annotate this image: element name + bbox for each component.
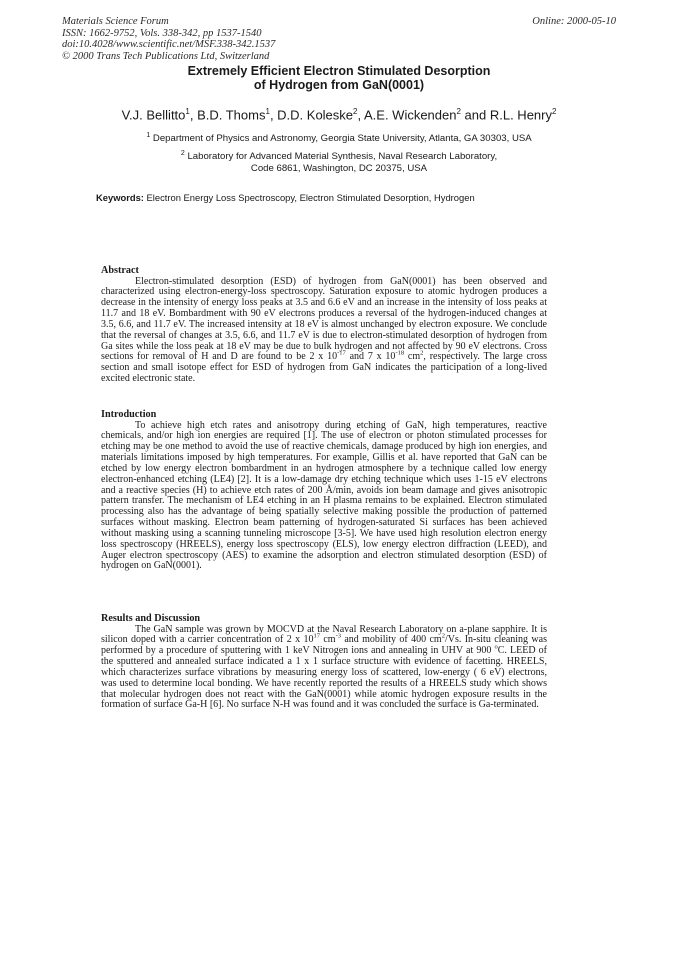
paper-title: [100, 64, 578, 92]
online-date: Online: 2000-05-10: [532, 16, 616, 27]
author-name: , B.D. Thoms: [189, 107, 266, 123]
affiliation-2: [80, 148, 598, 175]
author-list: [60, 104, 618, 122]
abstract-heading: Abstract: [101, 265, 139, 276]
affiliation-number: 1: [146, 132, 151, 139]
results-heading: Results and Discussion: [101, 613, 201, 624]
author-affil-mark: 2: [456, 107, 461, 116]
doi-line: doi:10.4028/www.scientific.net/MSF.338-342.1537: [62, 39, 276, 50]
introduction-section: [101, 409, 547, 572]
abstract-section: [101, 265, 547, 385]
author-affil-mark: 1: [185, 107, 190, 116]
affiliation-number: 2: [180, 150, 185, 157]
affiliation-text: Laboratory for Advanced Material Synthesis, Naval Research Laboratory,: [184, 151, 498, 163]
issn-line: ISSN: 1662-9752, Vols. 338-342, pp 1537-1540: [62, 27, 262, 39]
author-name: , D.D. Koleske: [269, 107, 354, 123]
title-line-2: of Hydrogen from GaN(0001): [253, 78, 425, 92]
results-section: [101, 613, 547, 711]
author-affil-mark: 2: [353, 107, 358, 116]
publication-header: [62, 16, 362, 62]
affiliation-text: Department of Physics and Astronomy, Georgia State University, Atlanta, GA 30303, USA: [150, 133, 532, 145]
affiliation-text: Code 6861, Washington, DC 20375, USA: [250, 163, 428, 175]
author-affil-mark: 1: [265, 107, 270, 116]
title-line-1: Extremely Efficient Electron Stimulated Desorption: [187, 64, 491, 78]
author-name: V.J. Bellitto: [121, 107, 186, 123]
author-name: and R.L. Henry: [460, 107, 552, 123]
keywords-line: [96, 192, 616, 204]
introduction-heading: Introduction: [101, 409, 157, 420]
keywords-text: Electron Energy Loss Spectroscopy, Electron Stimulated Desorption, Hydrogen: [143, 192, 475, 203]
author-affil-mark: 2: [551, 107, 557, 116]
introduction-paragraph: To achieve high etch rates and anisotropy during etching of GaN, high temperatures, reactive chemicals, and/or high ion energies are required [1]. The use of electron or photon stimulated processes for etching may be one method to avoid the use of reactive chemicals, damage produced by high ion energies, and materials limitations imposed by high temperatures. For example, Gillis et al. have reported that GaN can be etched by low energy electron bombardment in an hydrogen atmosphere by a technique called low energy electron-enhanced etching (LE4) [2]. It is a low-damage dry etching technique which uses 1-15 eV electrons and a reactive species (H) to achieve etch rates of 200 Å/min, avoids ion beam damage and gives anisotropic pattern transfer. The mechanism of LE4 etching in an H plasma remains to be explained. Electron stimulated processing also has the advantage of being spatially selective making possible the production of patterned surfaces without masking. Electron beam patterning of hydrogen-saturated Si surfaces has been achieved without masking using a scanning tunneling microscope [3-5]. We have used high resolution electron energy loss spectroscopy (HREELS), energy loss spectroscopy (ELS), low energy electron diffraction (LEED), and Auger electron spectroscopy (AES) to examine the adsorption and electron stimulated desorption (ESD) of hydrogen on GaN(0001).: [101, 419, 547, 572]
keywords-label: Keywords:: [96, 192, 144, 203]
journal-name: Materials Science Forum: [62, 16, 169, 27]
abstract-paragraph: Electron-stimulated desorption (ESD) of hydrogen from GaN(0001) has been observed and characterized using electron-energy-loss spectroscopy. Saturation exposure to atomic hydrogen produces a decrease in the intensity of energy loss peaks at 3.5 and 6.6 eV and an increase in the intensity of loss peaks at 11.7 and 18 eV. Bombardment with 90 eV electrons produces a reversal of the hydrogen-induced changes at 3.5, 6.6, and 11.7 eV. The increased intensity at 18 eV is almost unchanged by electron exposure. We conclude that the reversal of changes at 3.5, 6.6, and 11.7 eV is due to electron-stimulated desorption of hydrogen from Ga sites while the loss peak at 18 eV may be due to bulk hydrogen and not affected by 90 eV electrons. Cross sections for removal of H and D are found to be 2 x $10^{-17}$ and 7 x $10^{-18}$ $cm^2$, respectively. The large cross section and small isotope effect for ESD of hydrogen from GaN indicates the participation of a long-lived excited electronic state.: [101, 275, 547, 385]
affiliation-1: [80, 130, 598, 145]
results-paragraph: The GaN sample was grown by MOCVD at the Naval Research Laboratory on a-plane sapphire. It is silicon doped with a carrier concentration of 2 x $10^{17}$ $cm^{-3}$ and mobility of 400 $cm^2/Vs$. In-situ cleaning was performed by a procedure of sputtering with 1 keV Nitrogen ions and annealing in UHV at 900 $^o$C. LEED of the sputtered and annealed surface indicated a 1 x 1 surface structure with evidence of facetting. HREELS, which characterizes surface vibrations by measuring energy loss of scattered, low-energy ( 6 eV) electrons, was used to determine local bonding. We have recently reported the results of a HREELS study which shows that molecular hydrogen does not react with the GaN(0001) while atomic hydrogen exposure results in the formation of surface Ga-H [6]. No surface N-H was found and it was concluded the surface is Ga-terminated.: [101, 623, 547, 711]
copyright-line: © 2000 Trans Tech Publications Ltd, Switzerland: [62, 50, 270, 62]
author-name: , A.E. Wickenden: [357, 107, 457, 123]
